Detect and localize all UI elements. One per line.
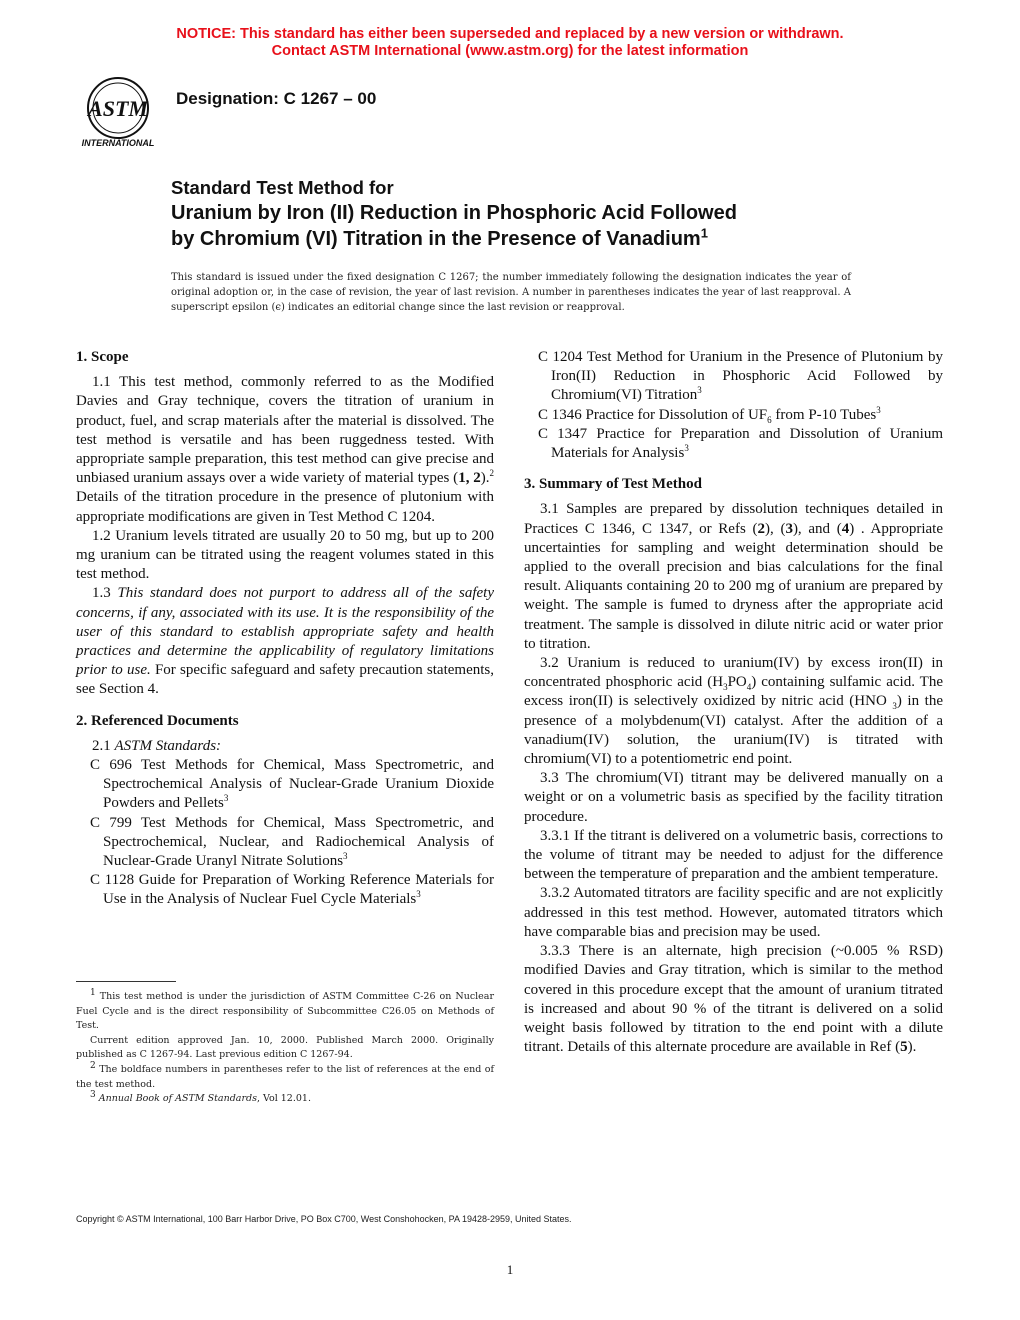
footnote-2: $^2$ The boldface numbers in parentheses refer to the list of references at the end of the test method. bbox=[76, 1060, 494, 1090]
footnote-1-edition: Current edition approved Jan. 10, 2000. Published March 2000. Originally published as C 1267-94. Last previous edition C 1267-94. bbox=[76, 1034, 494, 1061]
para-3-1: 3.1 Samples are prepared by dissolution techniques detailed in Practices C 1346, C 1347, or Refs (2), (3), and (4) . Appropriate uncertainties for sampling and weight determination should be applied to the overall precision and bias calculations for the final result. Aliquants containing 20 to 200 mg of uranium are prepared by weight. The sample is fumed to dryness after the appropriate acid treatment. The sample is dissolved in dilute nitric acid or water prior to titration. bbox=[524, 501, 944, 652]
title-footnote-mark: 1 bbox=[700, 225, 708, 241]
left-column bbox=[76, 348, 494, 910]
section-3-heading: 3. Summary of Test Method bbox=[524, 476, 702, 493]
designation: Designation: C 1267 – 00 bbox=[176, 89, 377, 108]
footnote-divider bbox=[76, 981, 176, 982]
reference-item: C 1204 Test Method for Uranium in the Presence of Plutonium by Iron(II) Reduction in Phosphoric Acid Followed by Chromium(VI) Titration$^3$ bbox=[538, 349, 943, 404]
reference-item: C 1128 Guide for Preparation of Working Reference Materials for Use in the Analysis of Nuclear Fuel Cycle Materials$^3$ bbox=[90, 872, 494, 908]
title-line-3: by Chromium (VI) Titration in the Presence of Vanadium$^1$ bbox=[171, 225, 708, 250]
notice-line-2: Contact ASTM International (www.astm.org) for the latest information bbox=[271, 43, 749, 59]
reference-item: C 1347 Practice for Preparation and Dissolution of Uranium Materials for Analysis$^3$ bbox=[538, 425, 943, 462]
para-2-1: 2.1 ASTM Standards: bbox=[92, 737, 222, 754]
designation-statement: This standard is issued under the fixed designation C 1267; the number immediately following the designation indicates the year of original adoption or, in the case of revision, the year of last revision. A number in parentheses indicates the year of last reapproval. A superscript epsilon (ϵ) indicates an editorial change since the last revision or reapproval. bbox=[171, 272, 851, 313]
reference-item: C 696 Test Methods for Chemical, Mass Spectrometric, and Spectrochemical Analysis of Nuclear-Grade Uranium Dioxide Powders and Pellets$^3$ bbox=[90, 757, 494, 812]
section-1-heading: 1. Scope bbox=[76, 349, 129, 365]
footnote-3: $^3$ Annual Book of ASTM Standards, Vol 12.01. bbox=[90, 1090, 311, 1105]
para-3-3: 3.3 The chromium(VI) titrant may be delivered manually on a weight or on a volumetric basis as specified by the facility titration procedure. bbox=[524, 770, 943, 825]
right-column bbox=[524, 348, 943, 1057]
section-2-heading: 2. Referenced Documents bbox=[76, 712, 239, 729]
para-1-3: 1.3 This standard does not purport to address all of the safety concerns, if any, associated with its use. It is the responsibility of the user of this standard to establish appropriate safety and health practices and determine the applicability of regulatory limitations prior to use. For specific safeguard and safety precaution statements, see Section 4. bbox=[76, 585, 495, 698]
withdrawal-notice bbox=[0, 26, 1020, 60]
document-title bbox=[171, 176, 871, 252]
para-3-3-1: 3.3.1 If the titrant is delivered on a volumetric basis, corrections to the volume of titrant may be needed to adjust for the difference between the temperature of preparation and the ambient temperature. bbox=[524, 827, 943, 883]
footnotes bbox=[76, 987, 494, 1107]
para-1-1: 1.1 This test method, commonly referred to as the Modified Davies and Gray technique, covers the titration of uranium in product, fuel, and scrap materials after the material is dissolved. The test method is versatile and has been ruggedness tested. With appropriate sample preparation, this test method can give precise and unbiased uranium assays over a wide variety of material types (1, 2).$^2$ Details of the titration procedure in the presence of plutonium with appropriate modifications are given in Test Method C 1204. bbox=[76, 374, 495, 525]
reference-item: C 799 Test Methods for Chemical, Mass Spectrometric, and Spectrochemical, Nuclear, and Radiochemical Analysis of Nuclear-Grade Uranyl Nitrate Solutions$^3$ bbox=[90, 814, 494, 870]
para-3-3-2: 3.3.2 Automated titrators are facility specific and are not explicitly addressed in this test method. However, automated titrators which have comparable bias and precision may be used. bbox=[524, 885, 943, 940]
para-3-3-3: 3.3.3 There is an alternate, high precision (~0.005 % RSD) modified Davies and Gray titration, which is similar to the method covered in this procedure except that the amount of uranium titrated is increased and about 90 % of the titrant is delivered on a solid weight basis followed by titration to the end point with a dilute titrant. Details of this alternate procedure are available in Ref (5). bbox=[524, 943, 943, 1056]
footnote-1: $^1$ This test method is under the jurisdiction of ASTM Committee C-26 on Nuclear Fuel Cycle and is the direct responsibility of Subcommittee C26.05 on Methods of Test. bbox=[76, 987, 494, 1032]
astm-logo bbox=[76, 76, 162, 150]
logo-letters: ASTM bbox=[88, 96, 148, 121]
notice-line-1: NOTICE: This standard has either been superseded and replaced by a new version or withdrawn. bbox=[176, 26, 844, 42]
page-number: 1 bbox=[506, 1262, 514, 1277]
para-3-2: 3.2 Uranium is reduced to uranium(IV) by excess iron(II) in concentrated phosphoric acid $(H_3PO_4)$ containing sulfamic acid. The excess iron(II) is selectively oxidized by nitric acid (HNO $_3$) in the presence of a molybdenum(VI) catalyst. After the addition of a vanadium(IV) solution, the uranium(IV) is titrated with chromium(VI) to a potentiometric end point. bbox=[524, 655, 943, 768]
para-1-2: 1.2 Uranium levels titrated are usually 20 to 50 mg, but up to 200 mg uranium can be titrated using the reagent volumes stated in this test method. bbox=[76, 527, 494, 583]
logo-international: INTERNATIONAL bbox=[81, 138, 155, 148]
title-line-1: Standard Test Method for bbox=[171, 177, 394, 198]
copyright-line: Copyright © ASTM International, 100 Barr Harbor Drive, PO Box C700, West Conshohocken, PA 19428-2959, United States. bbox=[76, 1214, 572, 1224]
reference-item: C 1346 Practice for Dissolution of $UF_6$ from P-10 Tubes$^3$ bbox=[538, 404, 881, 425]
title-line-2: Uranium by Iron (II) Reduction in Phosphoric Acid Followed bbox=[171, 202, 737, 224]
